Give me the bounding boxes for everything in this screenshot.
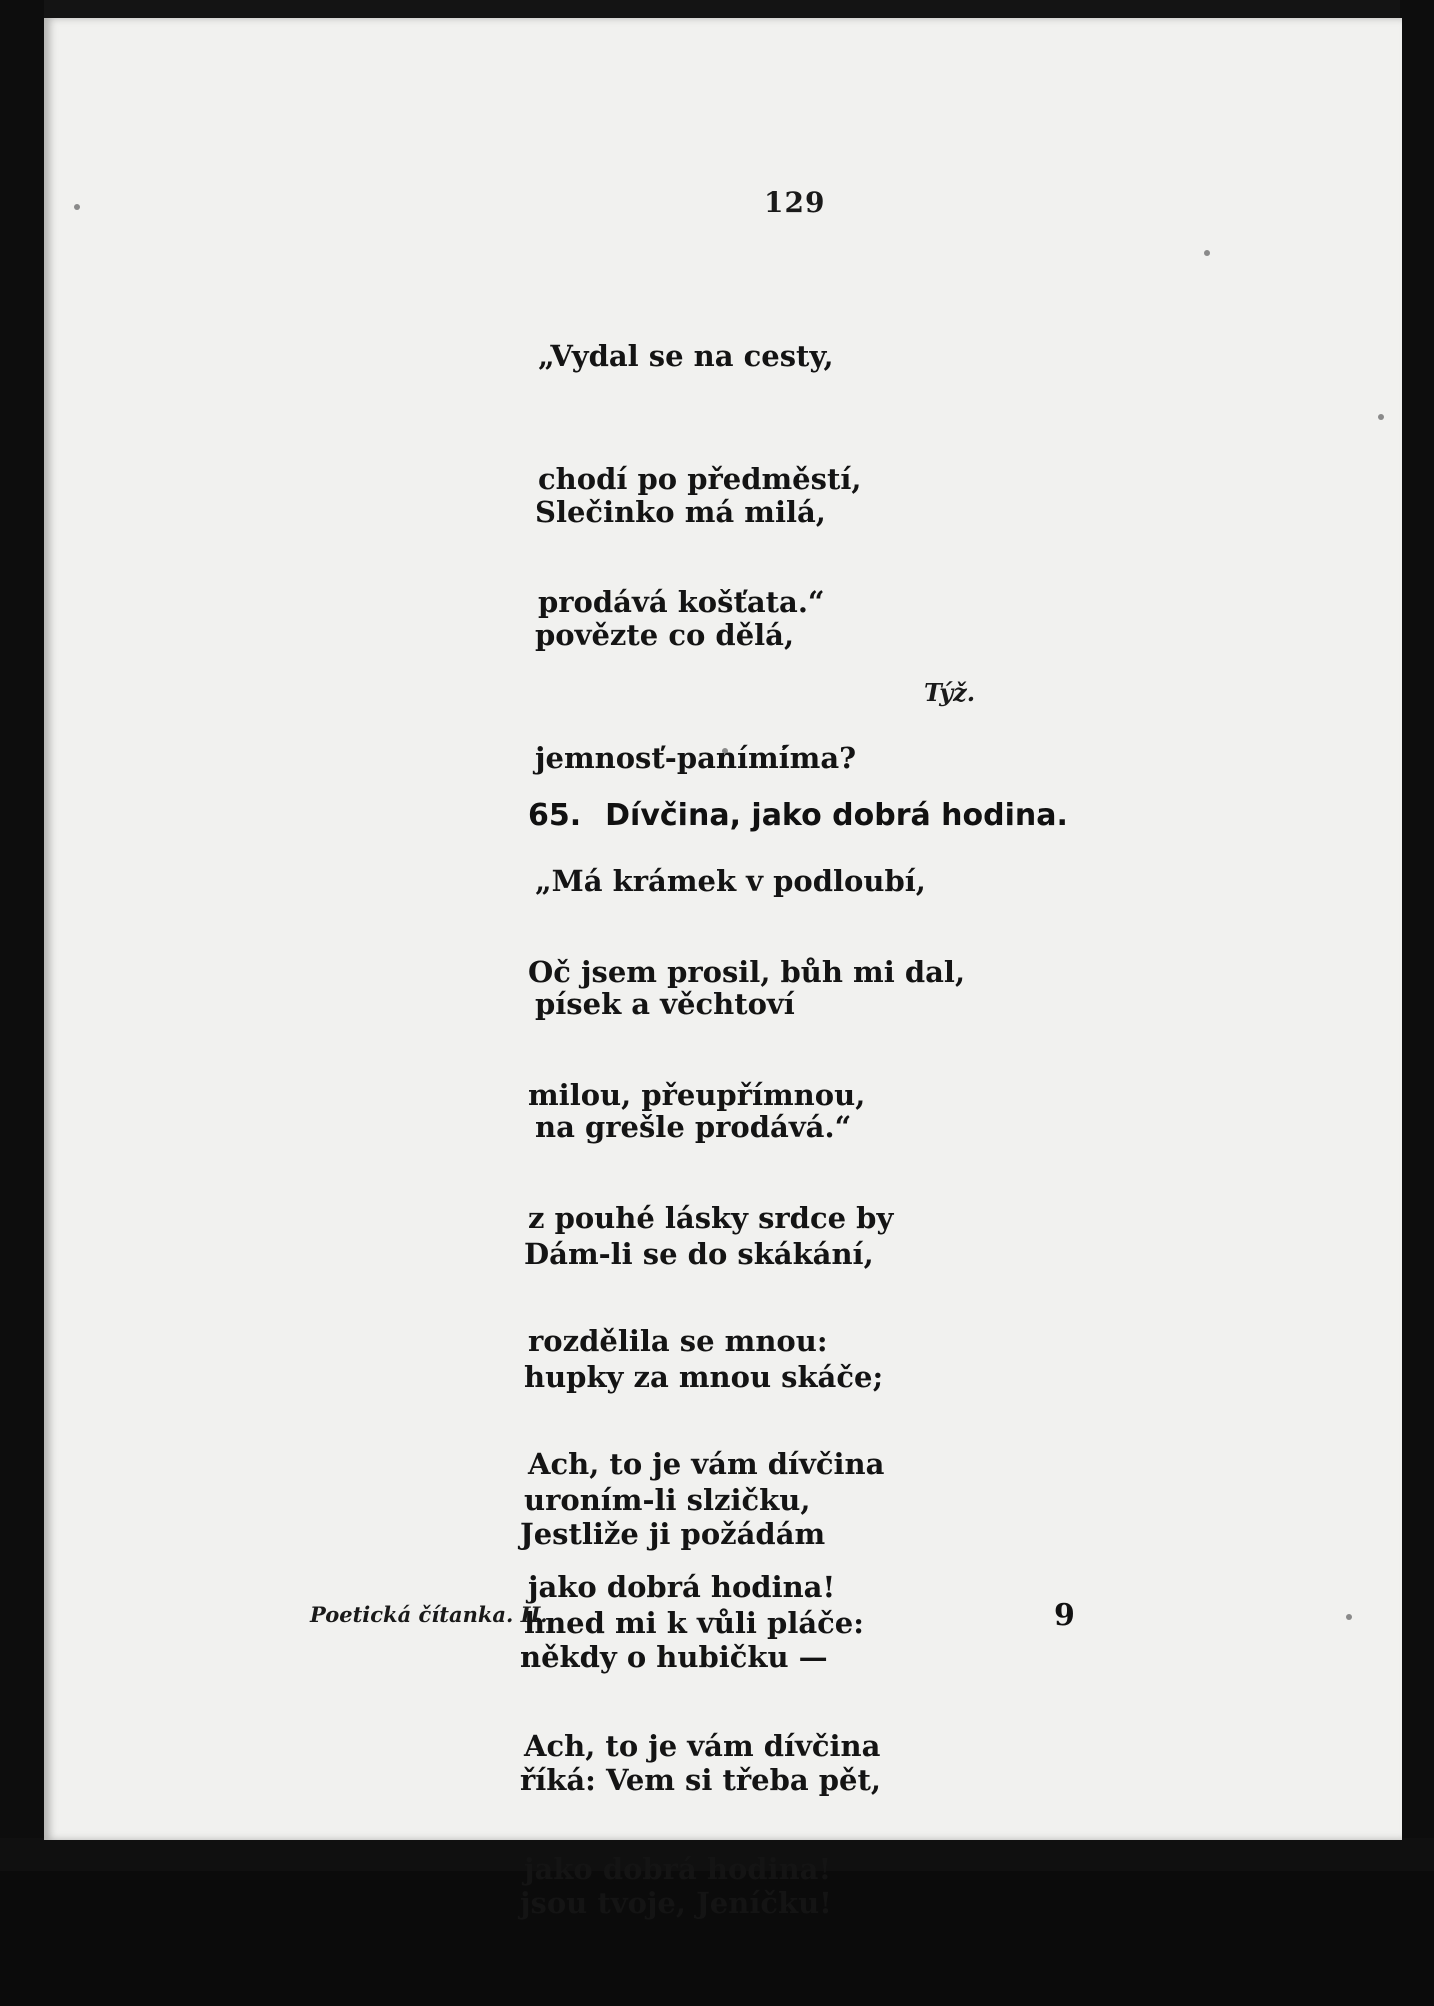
stanza <box>520 1432 881 2006</box>
book-title-footer: Poetická čítanka. II. <box>310 1602 548 1627</box>
verse-line: „Má krámek v podloubí, <box>535 864 926 898</box>
scan-speck <box>1378 414 1384 420</box>
verse-line: Oč jsem prosil, bůh mi dal, <box>528 955 966 989</box>
verse-line: Ach, to je vám dívčina <box>524 1729 881 1763</box>
poem-number: 65. <box>528 798 582 833</box>
verse-line: jsou tvoje, Jeníčku! <box>520 1886 832 1920</box>
verse-line: Slečinko má milá, <box>535 495 826 529</box>
verse-line: rozdělila se mnou: <box>528 1324 828 1358</box>
scan-speck <box>74 204 80 210</box>
verse-line: říká: Vem si třeba pět, <box>520 1763 881 1797</box>
signature-mark: 9 <box>1054 1598 1075 1633</box>
scan-speck <box>1204 250 1210 256</box>
scan-border-left <box>0 0 44 1871</box>
verse-line: písek a věchtoví <box>535 987 795 1021</box>
book-page <box>44 18 1402 1920</box>
verse-line: Ach, to je vám dívčina <box>528 1447 885 1481</box>
verse-line: někdy o hubičku — <box>520 1640 828 1674</box>
verse-line: uroním-li slzičku, <box>524 1483 811 1517</box>
verse-line: „Vydal se na cesty, <box>538 339 834 373</box>
verse-line: prodává košťata.“ <box>538 585 825 619</box>
verse-line: hupky za mnou skáče; <box>524 1360 884 1394</box>
poem-title: Dívčina, jako dobrá hodina. <box>605 798 1068 833</box>
verse-line: chodí po předměstí, <box>538 462 862 496</box>
scan-border-right <box>1400 0 1434 1871</box>
verse-line: Jestliže ji požádám <box>520 1517 826 1551</box>
page-number: 129 <box>764 186 826 219</box>
verse-line: jako dobrá hodina! <box>524 1852 832 1886</box>
verse-line: Dám-li se do skákání, <box>524 1237 874 1271</box>
verse-line: povězte co dělá, <box>535 618 795 652</box>
scan-border-top <box>0 0 1434 20</box>
verse-line: jako dobrá hodina! <box>528 1570 836 1604</box>
scan-speck <box>1346 1614 1352 1620</box>
author-attribution: Týž. <box>924 678 976 707</box>
verse-line: jemnosť-paními̇́ma? <box>535 741 857 775</box>
verse-line: na grešle prodává.“ <box>535 1110 852 1144</box>
poem-heading <box>528 798 1068 833</box>
verse-line: hned mi k vůli pláče: <box>524 1606 864 1640</box>
verse-line: milou, přeupřímnou, <box>528 1078 866 1112</box>
verse-line: z pouhé lásky srdce by <box>528 1201 894 1235</box>
